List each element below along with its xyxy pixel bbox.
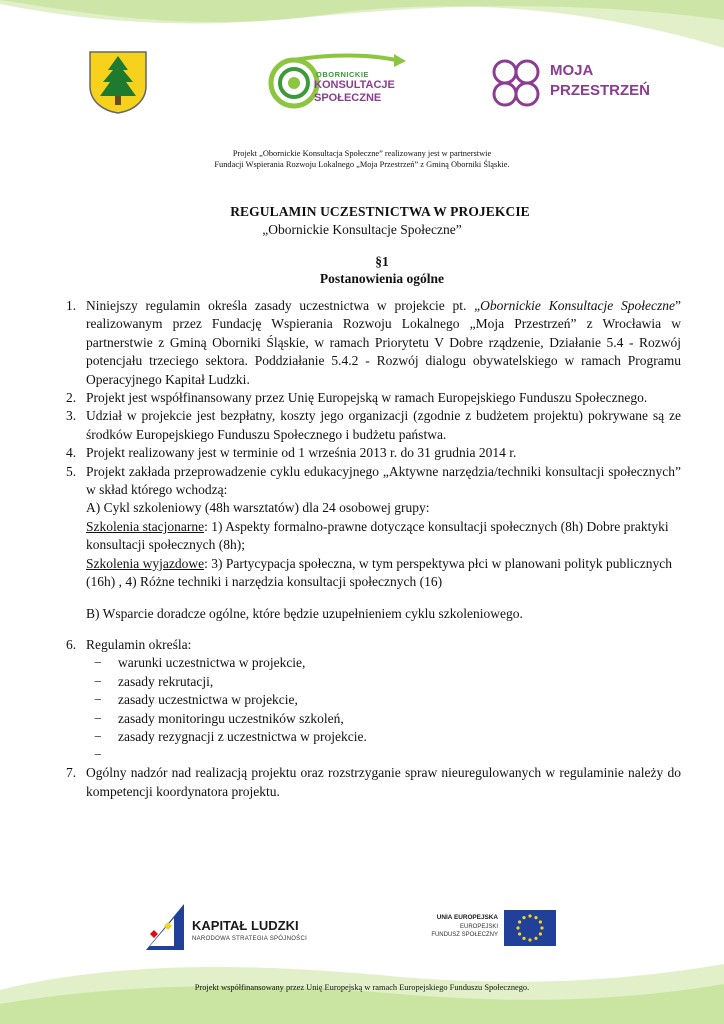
stationary-training-text: : 1) Aspekty formalno-prawne dotyczące konsultacji społecznych (8h) Dobre praktyki konsultacji społecznych (8h);: [86, 518, 669, 553]
item-number: 7.: [66, 765, 77, 781]
project-note-line-2: Fundacji Wspierania Rozwoju Lokalnego „Moja Przestrzeń” z Gminą Oborniki Śląskie.: [214, 160, 510, 169]
logo-consult-line-1: OBORNICKIE: [316, 70, 369, 79]
item-2-text: Projekt jest współfinansowany przez Unię Europejską w ramach Europejskiego Funduszu Społecznego.: [86, 390, 648, 406]
header-banner: [0, 0, 724, 140]
section-title: Postanowienia ogólne: [319, 271, 445, 286]
item-5-advisory-support: B) Wsparcie doradcze ogólne, które będzie uzupełnieniem cyklu szkoleniowego.: [86, 605, 523, 621]
eu-label-line-2: EUROPEJSKI: [459, 924, 498, 930]
item-number: 1.: [66, 298, 77, 313]
list-item: − zasady rezygnacji z uczestnictwa w projekcie.: [94, 728, 367, 744]
regulation-item-2: [66, 389, 681, 407]
regulation-item-4: [66, 444, 681, 462]
eu-flag-icon: [504, 910, 556, 946]
item-5-intro: Projekt zakłada przeprowadzenie cyklu edukacyjnego „Aktywne narzędzia/techniki konsultacji społecznych” w skład którego wchodzą:: [86, 463, 681, 498]
regulation-item-3: [66, 407, 681, 444]
item-1-project-name: Obornickie Konsultacje Społeczne: [480, 298, 675, 313]
footer-wave-decoration: [0, 880, 724, 1024]
footer-banner: [0, 880, 724, 1024]
list-item: − zasady uczestnictwa w projekcie,: [94, 692, 298, 708]
list-item: − zasady monitoringu uczestników szkoleń,: [94, 710, 344, 726]
logo-consult-line-3: SPOŁECZNE: [314, 92, 382, 104]
item-6-intro: Regulamin określa:: [86, 636, 192, 652]
item-7-text: Ogólny nadzór nad realizacją projektu oraz rozstrzyganie spraw nieuregulowanych w regulaminie należy do kompetencji koordynatora projektu.: [86, 765, 681, 799]
item-number: 5.: [66, 463, 77, 479]
list-item: − warunki uczestnictwa w projekcie,: [94, 655, 306, 671]
project-note-line-1: Projekt „Obornickie Konsultacja Społeczne” realizowany jest w partnerstwie: [232, 149, 492, 158]
stationary-training-label: Szkolenia stacjonarne: [86, 518, 205, 534]
eu-label-line-1: UNIA EUROPEJSKA: [436, 914, 498, 921]
item-number: 3.: [66, 408, 77, 424]
eu-label-line-3: FUNDUSZ SPOŁECZNY: [431, 932, 498, 938]
item-number: 2.: [66, 390, 77, 406]
item-number: 6.: [66, 636, 77, 652]
item-4-text: Projekt realizowany jest w terminie od 1 września 2013 r. do 31 grudnia 2014 r.: [86, 445, 517, 461]
travel-training-label: Szkolenia wyjazdowe: [86, 555, 205, 571]
regulation-item-7: [66, 764, 681, 801]
kapital-ludzki-logo-icon: [144, 900, 186, 952]
regulation-item-6: [66, 636, 681, 764]
document-subtitle: „Obornickie Konsultacje Społeczne”: [262, 222, 462, 237]
item-5-stationary-training: [86, 518, 681, 555]
item-5-training-cycle: A) Cykl szkoleniowy (48h warsztatów) dla 24 osobowej grupy:: [86, 500, 430, 516]
regulation-item-5: [66, 463, 681, 623]
item-number: 4.: [66, 445, 77, 461]
item-5-travel-training: [86, 555, 681, 592]
logo-consult-line-2: KONSULTACJE: [314, 79, 395, 91]
oborniki-coat-of-arms-icon: [86, 50, 150, 114]
item-1-text-c: ” realizowanym przez Fundację Wspierania Rozwoju Lokalnego „Moja Przestrzeń” z Wrocławia w partnerstwie z Gminą Oborniki Śląskie, w ramach Priorytetu V Dobre rządzenie, Działanie 5.4 - Rozwój potencjału trzeciego sektora. Poddziałanie 5.4.2 - Rozwój dialogu obywatelskiego w ramach Programu Operacyjnego Kapitał Ludzki.: [86, 298, 681, 387]
section-number: §1: [375, 254, 389, 269]
regulation-item-1: [66, 297, 681, 389]
document-title: REGULAMIN UCZESTNICTWA W PROJEKCIE: [230, 204, 530, 219]
logo-moja-line-2: PRZESTRZEŃ: [550, 82, 651, 99]
logo-moja-line-1: MOJA: [550, 62, 594, 79]
moja-przestrzen-logo-icon: [488, 55, 544, 111]
travel-training-text: : 3) Partycypacja społeczna, w tym perspektywa płci w planowani polityk publicznych (16h) , 4) Różne techniki i narzędzia konsultacji społecznych (16): [86, 555, 672, 590]
kapital-ludzki-title: KAPITAŁ LUDZKI: [192, 918, 299, 933]
item-3-text: Udział w projekcie jest bezpłatny, koszty jego organizacji (zgodnie z budżetem projektu) pokrywane są ze środków Europejskiego Funduszu Społecznego i budżetu państwa.: [86, 408, 681, 442]
footer-cofinancing-note: Projekt współfinansowany przez Unię Europejską w ramach Europejskiego Funduszu Społecznego.: [194, 983, 530, 992]
project-partnership-note: [0, 148, 724, 170]
list-item: −: [94, 747, 102, 763]
regulation-body: [66, 297, 681, 801]
list-item: − zasady rekrutacji,: [94, 673, 214, 689]
item-1-text-a: Niniejszy regulamin określa zasady uczestnictwa w projekcie pt. „: [86, 298, 481, 313]
regulation-scope-list: [86, 654, 681, 764]
kapital-ludzki-subtitle: NARODOWA STRATEGIA SPÓJNOŚCI: [192, 936, 308, 942]
